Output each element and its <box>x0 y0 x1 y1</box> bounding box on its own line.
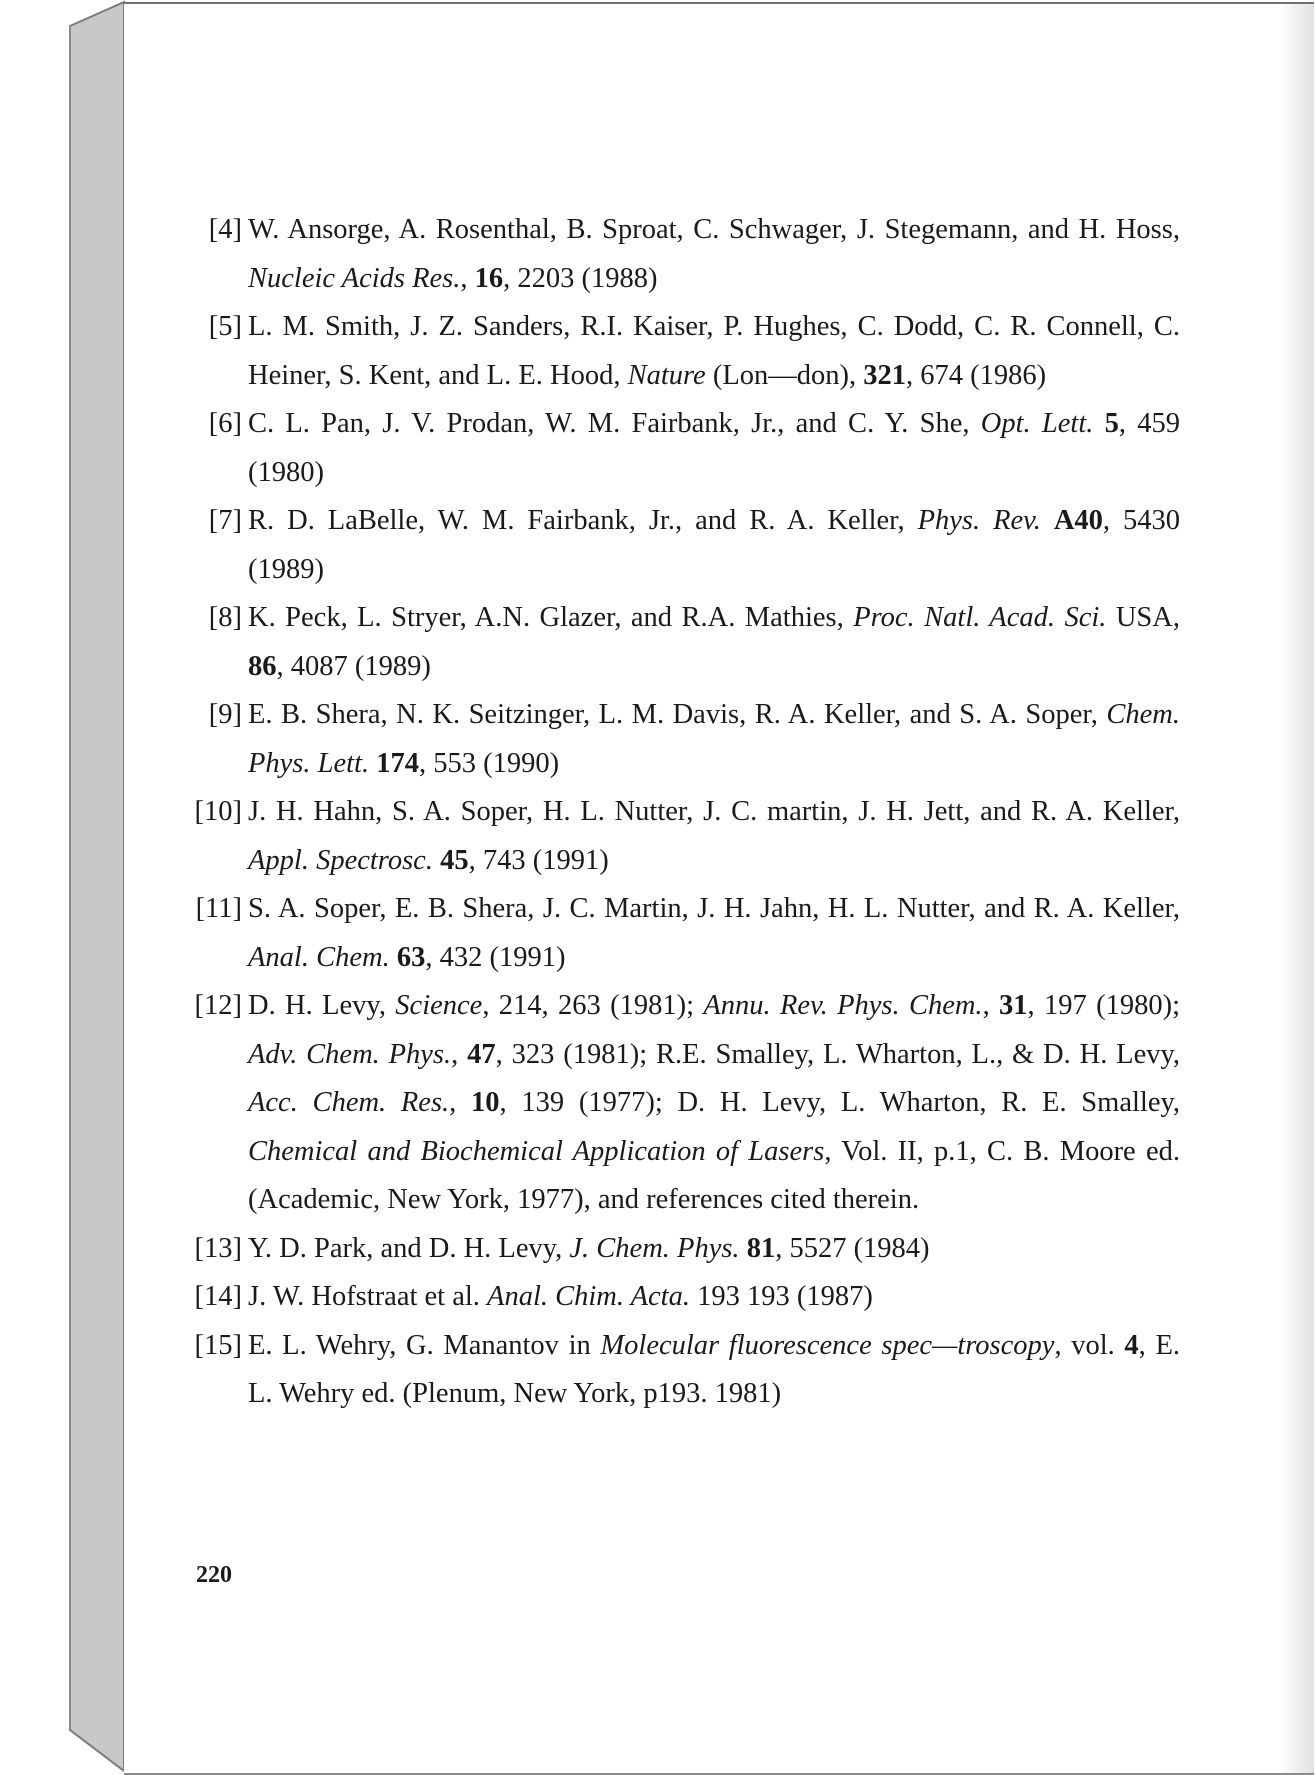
citation-text <box>390 942 397 973</box>
reference-number: [7] <box>208 505 242 536</box>
volume-number: 5 <box>1104 408 1119 439</box>
citation-text: , 323 (1981); R.E. Smalley, L. Wharton, L., & D. H. Levy, <box>495 1038 1180 1070</box>
citation-text: , 214, 263 (1981); <box>482 990 704 1021</box>
reference-number: [11] <box>195 893 242 924</box>
citation-text: , 197 (1980); <box>1027 990 1181 1021</box>
citation-text <box>433 845 440 876</box>
journal-title: Proc. Natl. Acad. Sci. <box>853 602 1107 633</box>
citation-text: , 743 (1991) <box>468 844 609 876</box>
citation-text: , <box>451 1038 468 1070</box>
citation-text <box>1093 408 1104 439</box>
reference-item <box>180 400 1180 497</box>
reference-item <box>180 1225 1180 1274</box>
reference-number: [15] <box>194 1329 242 1361</box>
reference-text <box>248 594 1180 691</box>
reference-text <box>248 691 1180 788</box>
citation-text: D. H. Levy, <box>248 990 396 1021</box>
reference-number: [13] <box>194 1232 242 1264</box>
journal-title: Anal. Chim. Acta. <box>487 1281 690 1312</box>
citation-text: , <box>449 1087 472 1118</box>
volume-number: 321 <box>863 359 906 391</box>
reference-item <box>180 206 1180 303</box>
citation-text: 193 193 (1987) <box>689 1281 873 1312</box>
citation-text <box>1041 505 1054 536</box>
journal-title: Chem. Phys. Lett. <box>248 699 1180 779</box>
reference-text <box>248 982 1180 1225</box>
reference-text <box>248 206 1180 303</box>
citation-text: , E. L. Wehry ed. (Plenum, New York, p193. 1981) <box>248 1329 1180 1409</box>
reference-text <box>248 885 1180 982</box>
reference-item <box>180 594 1180 691</box>
citation-text: K. Peck, L. Stryer, A.N. Glazer, and R.A. Mathies, <box>248 602 854 633</box>
journal-title: Appl. Spectrosc. <box>248 844 433 876</box>
reference-text <box>248 1225 1180 1274</box>
volume-number: 86 <box>248 650 277 682</box>
citation-text: W. Ansorge, A. Rosenthal, B. Sproat, C. Schwager, J. Stegemann, and H. Hoss, <box>248 214 1180 245</box>
volume-number: 45 <box>440 844 469 876</box>
reference-item <box>180 1273 1180 1322</box>
citation-text: , 459 (1980) <box>248 408 1180 488</box>
reference-text <box>248 1273 1180 1322</box>
volume-number: 31 <box>999 990 1028 1021</box>
journal-title: Anal. Chem. <box>248 941 390 973</box>
citation-text: S. A. Soper, E. B. Shera, J. C. Martin, J. H. Jahn, H. L. Nutter, and R. A. Keller, <box>248 893 1180 924</box>
reference-item <box>180 885 1180 982</box>
volume-number: 81 <box>746 1232 776 1264</box>
citation-text: , 139 (1977); D. H. Levy, L. Wharton, R. E. Smalley, <box>499 1087 1180 1118</box>
reference-number: [14] <box>194 1281 242 1312</box>
citation-text: J. H. Hahn, S. A. Soper, H. L. Nutter, J. C. martin, J. H. Jett, and R. A. Keller, <box>248 796 1180 827</box>
journal-title: Molecular fluorescence spec—troscopy <box>600 1329 1055 1361</box>
reference-text <box>248 497 1180 594</box>
citation-text: C. L. Pan, J. V. Prodan, W. M. Fairbank, Jr., and C. Y. She, <box>248 408 981 439</box>
reference-number: [5] <box>208 311 242 342</box>
citation-text: J. W. Hofstraat et al. <box>248 1281 488 1312</box>
reference-text <box>248 788 1180 885</box>
citation-text: , Vol. II, p.1, C. B. Moore ed. (Academic, New York, 1977), and references cited therein. <box>248 1135 1180 1215</box>
reference-item <box>180 303 1180 400</box>
volume-number: 10 <box>471 1087 500 1118</box>
citation-text: E. B. Shera, N. K. Seitzinger, L. M. Davis, R. A. Keller, and S. A. Soper, <box>248 699 1107 730</box>
reference-text <box>248 1322 1180 1419</box>
journal-title: Annu. Rev. Phys. Chem. <box>703 990 983 1021</box>
reference-item <box>180 691 1180 788</box>
journal-title: Nature <box>627 359 706 391</box>
reference-number: [9] <box>208 699 242 730</box>
citation-text: , 432 (1991) <box>425 941 566 973</box>
page-edge-shadow <box>1280 4 1314 1773</box>
citation-text <box>740 1233 747 1264</box>
citation-text: (Lon—don), <box>705 359 864 391</box>
citation-text: , 5430 (1989) <box>248 505 1181 585</box>
reference-number: [4] <box>208 214 242 245</box>
citation-text: , 674 (1986) <box>905 359 1047 391</box>
journal-title: Opt. Lett. <box>980 408 1094 439</box>
reference-text <box>248 400 1180 497</box>
citation-text: Y. D. Park, and D. H. Levy, <box>248 1232 570 1264</box>
journal-title: Nucleic Acids Res. <box>248 262 461 294</box>
page-number: 220 <box>196 1562 232 1588</box>
citation-text: , 2203 (1988) <box>503 262 658 294</box>
citation-text: , 5527 (1984) <box>775 1232 930 1264</box>
journal-title: Adv. Chem. Phys. <box>248 1038 452 1070</box>
volume-number: 4 <box>1124 1329 1139 1361</box>
volume-number: 174 <box>376 747 419 779</box>
volume-number: 47 <box>467 1038 496 1070</box>
journal-title: Phys. Rev. <box>917 505 1041 536</box>
citation-text: , <box>460 262 475 294</box>
citation-text: , <box>982 990 1000 1021</box>
citation-text: , 4087 (1989) <box>276 650 431 682</box>
citation-text: , 553 (1990) <box>419 747 560 779</box>
journal-title: Chemical and Biochemical Application of Lasers <box>248 1135 825 1167</box>
reference-item <box>180 1322 1180 1419</box>
volume-number: 16 <box>474 262 504 294</box>
journal-title: Science <box>395 990 483 1021</box>
journal-title: Acc. Chem. Res. <box>248 1087 450 1118</box>
citation-text: E. L. Wehry, G. Manantov in <box>248 1329 601 1361</box>
volume-number: 63 <box>396 941 426 973</box>
reference-number: [10] <box>194 796 242 827</box>
volume-number: A40 <box>1053 505 1103 536</box>
reference-number: [8] <box>208 602 242 633</box>
citation-text: R. D. LaBelle, W. M. Fairbank, Jr., and R. A. Keller, <box>248 505 918 536</box>
reference-item <box>180 497 1180 594</box>
citation-text: , vol. <box>1054 1329 1125 1361</box>
reference-number: [12] <box>194 990 242 1021</box>
reference-list <box>180 206 1180 1419</box>
book-spine <box>0 0 126 1773</box>
reference-number: [6] <box>208 408 242 439</box>
journal-title: J. Chem. Phys. <box>569 1232 740 1264</box>
reference-item <box>180 982 1180 1225</box>
citation-text: L. M. Smith, J. Z. Sanders, R.I. Kaiser, P. Hughes, C. Dodd, C. R. Connell, C. Heiner, S. Kent, and L. E. Hood, <box>248 311 1180 391</box>
reference-text <box>248 303 1180 400</box>
citation-text: USA, <box>1106 602 1180 633</box>
reference-item <box>180 788 1180 885</box>
